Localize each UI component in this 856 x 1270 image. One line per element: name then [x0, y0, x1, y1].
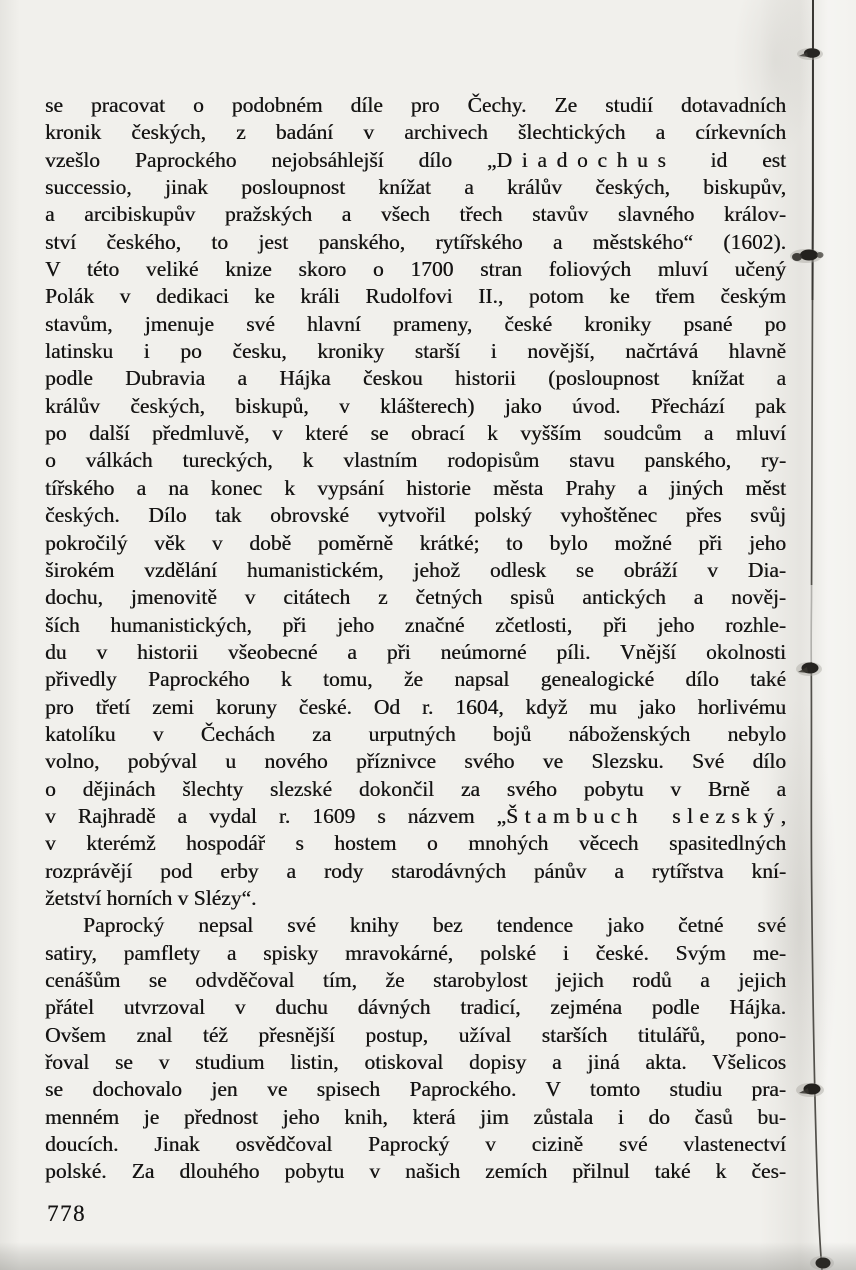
text-line: o válkách tureckých, k vlastním rodopisům stavu panského, ry-: [45, 448, 786, 473]
stitch-knot: [810, 1256, 834, 1270]
text-segment: ,: [780, 803, 786, 828]
text-line: menném je přednost jeho knih, která jim zůstala i do časů bu-: [45, 1104, 786, 1129]
text-segment: v Rajhradě a vydal r. 1609 s názvem „: [45, 803, 507, 828]
text-line: ství českého, to jest panského, rytířského a městského“ (1602).: [45, 229, 786, 254]
letterspaced-work-title: Štambuch slezský: [506, 803, 781, 828]
text-line: kronik českých, z badání v archivech šlechtických a církevních: [45, 120, 786, 145]
text-line: rozprávějí pod erby a rody starodávných pánův a rytířstva kní-: [45, 858, 786, 883]
stitch-knot: [796, 662, 822, 676]
text-line: přátel utvrzoval v duchu dávných tradicí, zejména podle Hájka.: [45, 995, 786, 1020]
text-line: stavům, jmenuje své hlavní prameny, české kroniky psané po: [45, 311, 786, 336]
stitch-knot: [790, 249, 824, 263]
text-line: o dějinách šlechty slezské dokončil za svého pobytu v Brně a: [45, 776, 786, 801]
text-line: králův českých, biskupů, v klášterech) jako úvod. Přechází pak: [45, 393, 786, 418]
letterspaced-work-title: Diadochus: [496, 147, 676, 172]
text-line: latinsku i po česku, kroniky starší i novější, načrtává hlavně: [45, 339, 786, 364]
text-line: se pracovat o podobném díle pro Čechy. Ze studií dotavadních: [45, 93, 786, 117]
text-segment: vzešlo Paprockého nejobsáhlejší dílo „: [45, 147, 497, 172]
text-line: polské. Za dlouhého pobytu v našich zemích přilnul také k čes-: [45, 1159, 786, 1184]
page-number: 778: [47, 1201, 86, 1226]
text-line: successio, jinak posloupnost knížat a králův českých, biskupův,: [45, 175, 786, 200]
text-line: žetství horních v Slézy“.: [45, 885, 257, 910]
stitch-knot: [796, 1083, 824, 1097]
text-line: širokém vzdělání humanistickém, jehož odlesk se obráží v Dia-: [45, 557, 786, 582]
text-line: [45, 803, 786, 830]
text-line: doucích. Jinak osvědčoval Paprocký v cizině své vlastenectví: [45, 1132, 786, 1157]
text-line: dochu, jmenovitě v citátech z četných spisů antických a nověj-: [45, 585, 786, 610]
text-line: pro třetí zemi koruny české. Od r. 1604, když mu jako horlivému: [45, 694, 786, 719]
text-line: českých. Dílo tak obrovské vytvořil polský vyhoštěnec přes svůj: [45, 503, 786, 528]
text-segment: id est: [675, 147, 787, 172]
text-line: ších humanistických, při jeho značné zčetlosti, při jeho rozhle-: [45, 612, 786, 637]
text-line: satiry, pamflety a spisky mravokárné, polské i české. Svým me-: [45, 940, 786, 965]
text-line: du v historii všeobecné a při neúmorné píli. Vnější okolnosti: [45, 639, 786, 664]
text-line: a arcibiskupův pražských a všech třech stavův slavného králov-: [45, 202, 786, 227]
text-line: tířského a na konec k vypsání historie města Prahy a jiných měst: [45, 475, 786, 500]
text-line: v kterémž hospodář s hostem o mnohých věcech spasitedlných: [45, 831, 786, 856]
text-line: katolíku v Čechách za urputných bojů náboženských nebylo: [45, 721, 786, 746]
text-line: po další předmluvě, v které se obrací k vyšším soudcům a mluví: [45, 421, 786, 446]
text-line: Paprocký nepsal své knihy bez tendence jako četné své: [83, 913, 786, 938]
text-line: řoval se v studium listin, otiskoval dopisy a jiná akta. Všelicos: [45, 1050, 786, 1075]
stitch-knot: [797, 48, 823, 60]
text-line: volno, pobýval u nového příznivce svého ve Slezsku. Své dílo: [45, 749, 786, 774]
thread-line: [811, 0, 822, 1270]
text-line: [45, 147, 786, 174]
text-line: se dochovalo jen ve spisech Paprockého. V tomto studiu pra-: [45, 1077, 786, 1102]
page-text: [45, 92, 786, 1186]
text-line: podle Dubravia a Hájka českou historii (posloupnost knížat a: [45, 366, 786, 391]
text-line: cenášům se odvděčoval tím, že starobylost jejich rodů a jejich: [45, 968, 786, 992]
text-line: Polák v dedikaci ke králi Rudolfovi II., potom ke třem českým: [45, 284, 786, 309]
thread-line-dark: [813, 0, 814, 300]
text-line: Ovšem znal též přesnější postup, užíval starších titulářů, pono-: [45, 1022, 786, 1047]
text-line: přivedly Paprockého k tomu, že napsal genealogické dílo také: [45, 667, 786, 692]
text-line: V této veliké knize skoro o 1700 stran foliových mluví učený: [45, 257, 786, 282]
text-line: pokročilý věk v době poměrně krátké; to bylo možné při jeho: [45, 530, 786, 555]
